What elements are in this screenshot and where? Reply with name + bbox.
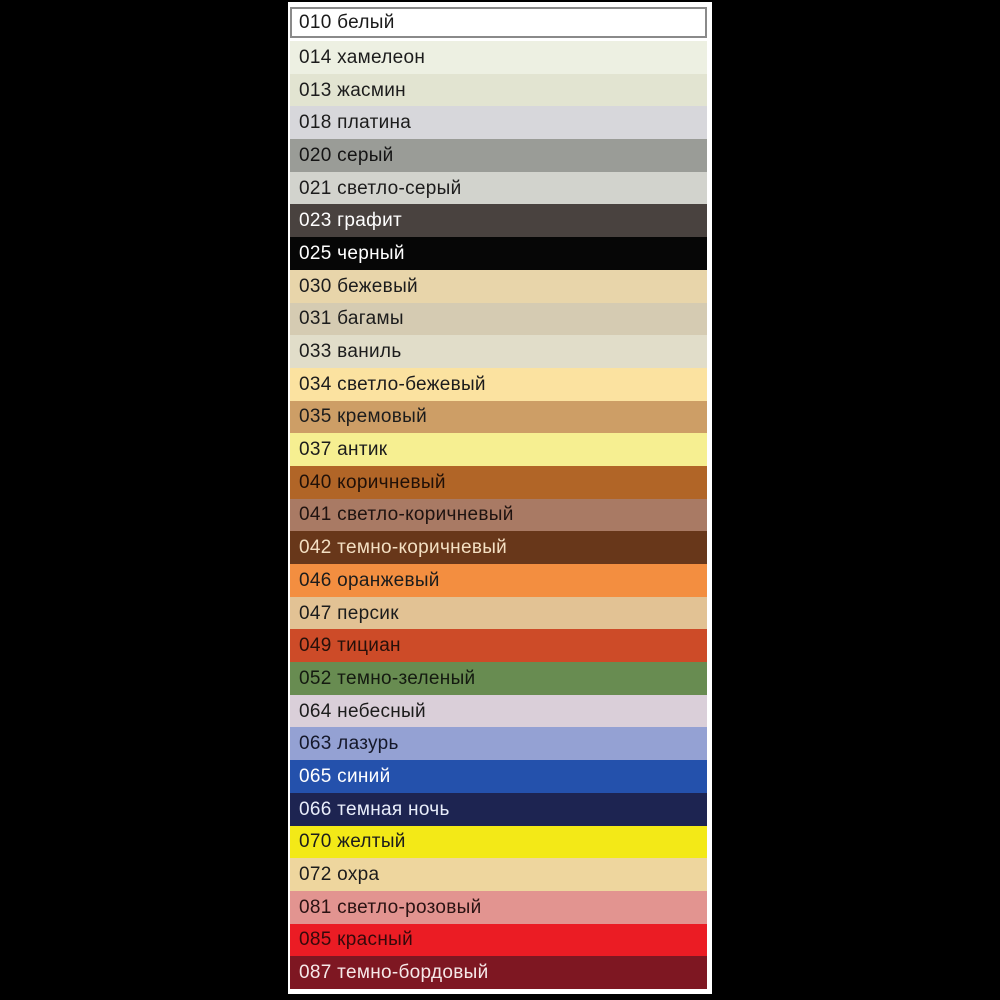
color-option-row[interactable] bbox=[290, 303, 707, 336]
color-option-row[interactable] bbox=[290, 695, 707, 728]
color-option-row[interactable] bbox=[290, 727, 707, 760]
color-option-label: 063 лазурь bbox=[299, 733, 399, 755]
color-option-row[interactable] bbox=[290, 597, 707, 630]
color-option-label: 046 оранжевый bbox=[299, 569, 440, 591]
color-option-label: 020 серый bbox=[299, 144, 394, 166]
color-option-label: 052 темно-зеленый bbox=[299, 667, 476, 689]
color-option-row[interactable] bbox=[290, 499, 707, 532]
color-option-row[interactable] bbox=[290, 433, 707, 466]
color-option-label: 040 коричневый bbox=[299, 471, 446, 493]
color-option-label: 030 бежевый bbox=[299, 275, 418, 297]
color-option-row[interactable] bbox=[290, 760, 707, 793]
color-option-label: 049 тициан bbox=[299, 635, 401, 657]
color-option-row[interactable] bbox=[290, 564, 707, 597]
color-option-label: 066 темная ночь bbox=[299, 798, 450, 820]
color-option-row[interactable] bbox=[290, 858, 707, 891]
color-option-row[interactable] bbox=[290, 204, 707, 237]
color-option-row[interactable] bbox=[290, 466, 707, 499]
color-option-label: 013 жасмин bbox=[299, 79, 406, 101]
color-option-row[interactable] bbox=[290, 826, 707, 859]
color-option-label: 047 персик bbox=[299, 602, 399, 624]
color-option-label: 070 желтый bbox=[299, 831, 406, 853]
color-option-label: 018 платина bbox=[299, 112, 412, 134]
color-option-row-selected[interactable] bbox=[290, 7, 707, 38]
color-option-label: 021 светло-серый bbox=[299, 177, 462, 199]
color-option-label: 010 белый bbox=[299, 12, 395, 33]
color-option-row[interactable] bbox=[290, 793, 707, 826]
color-option-label: 081 светло-розовый bbox=[299, 896, 482, 918]
color-option-row[interactable] bbox=[290, 41, 707, 74]
color-option-row[interactable] bbox=[290, 74, 707, 107]
color-option-label: 087 темно-бордовый bbox=[299, 962, 489, 984]
color-option-row[interactable] bbox=[290, 629, 707, 662]
grout-color-palette bbox=[288, 2, 712, 994]
color-option-row[interactable] bbox=[290, 172, 707, 205]
color-option-label: 072 охра bbox=[299, 864, 380, 886]
color-option-label: 025 черный bbox=[299, 242, 405, 264]
color-option-row[interactable] bbox=[290, 139, 707, 172]
color-option-row[interactable] bbox=[290, 335, 707, 368]
color-option-label: 065 синий bbox=[299, 765, 391, 787]
color-option-label: 035 кремовый bbox=[299, 406, 428, 428]
color-option-row[interactable] bbox=[290, 237, 707, 270]
color-option-label: 042 темно-коричневый bbox=[299, 537, 508, 559]
color-option-row[interactable] bbox=[290, 531, 707, 564]
color-option-row[interactable] bbox=[290, 270, 707, 303]
color-option-label: 023 графит bbox=[299, 210, 402, 232]
color-option-label: 033 ваниль bbox=[299, 341, 402, 363]
color-option-row[interactable] bbox=[290, 891, 707, 924]
color-option-row[interactable] bbox=[290, 956, 707, 989]
color-option-label: 014 хамелеон bbox=[299, 46, 426, 68]
color-option-label: 041 светло-коричневый bbox=[299, 504, 514, 526]
color-option-label: 064 небесный bbox=[299, 700, 426, 722]
color-option-row[interactable] bbox=[290, 924, 707, 957]
color-option-row[interactable] bbox=[290, 106, 707, 139]
color-option-row[interactable] bbox=[290, 662, 707, 695]
color-option-label: 031 багамы bbox=[299, 308, 404, 330]
color-option-row[interactable] bbox=[290, 368, 707, 401]
color-option-label: 034 светло-бежевый bbox=[299, 373, 486, 395]
color-option-label: 037 антик bbox=[299, 439, 388, 461]
color-option-label: 085 красный bbox=[299, 929, 413, 951]
color-option-row[interactable] bbox=[290, 401, 707, 434]
